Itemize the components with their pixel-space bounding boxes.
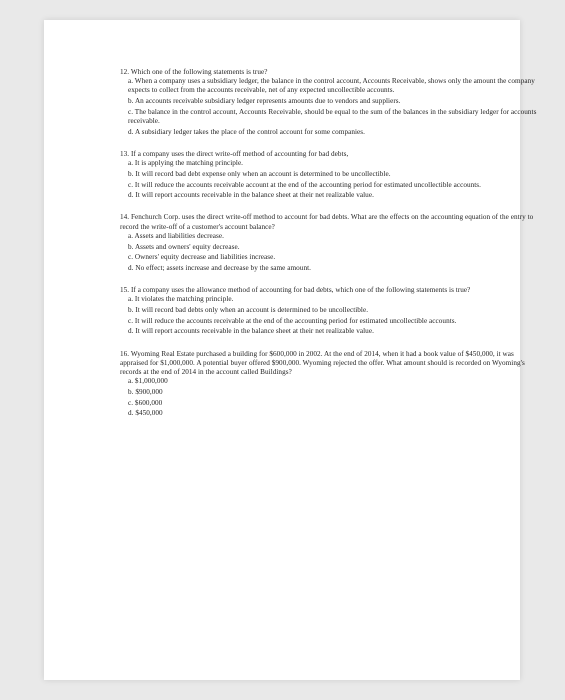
document-page [44, 20, 537, 680]
option-d: d. It will report accounts receivable in the balance sheet at their net realizable value. [128, 327, 374, 336]
answer-options [120, 232, 540, 273]
answer-options [120, 159, 540, 200]
option-a: a. It is applying the matching principle. [128, 159, 244, 168]
option-b: b. It will record bad debts only when an account is determined to be uncollectible. [128, 306, 369, 315]
question-16 [120, 350, 540, 419]
question-stem: 16. Wyoming Real Estate purchased a building for $600,000 in 2002. At the end of 2014, when it had a book value of $450,000, it was appraised for $1,000,000. A potential buyer offered $900,000. Wyoming rejected the offer. What amount should is recorded on Wyoming's records at the end of 2014 in the account called Buildings? [120, 349, 525, 377]
option-c: c. Owners' equity decrease and liabilities increase. [128, 253, 276, 262]
answer-options [120, 77, 540, 137]
option-d: d. $450,000 [128, 409, 163, 418]
option-c: c. It will reduce the accounts receivable account at the end of the accounting period for estimated uncollectible accounts. [128, 180, 481, 189]
question-stem: 12. Which one of the following statements is true? [120, 68, 268, 76]
question-13 [120, 150, 540, 201]
option-d: d. No effect; assets increase and decrease by the same amount. [128, 263, 311, 272]
option-b: b. Assets and owners' equity decrease. [128, 242, 240, 251]
option-b: b. It will record bad debt expense only when an account is determined to be uncollectible. [128, 169, 391, 178]
option-c: c. $600,000 [128, 398, 163, 407]
question-15 [120, 286, 540, 337]
answer-options [120, 377, 540, 418]
option-a: a. $1,000,000 [128, 377, 168, 386]
question-stem: 13. If a company uses the direct write-off method of accounting for bad debts, [120, 149, 349, 158]
question-stem: 15. If a company uses the allowance method of accounting for bad debts, which one of the following statements is true? [120, 286, 471, 295]
question-stem: 14. Fenchurch Corp. uses the direct write-off method to account for bad debts. What are the effects on the accounting equation of the entry to record the write-off of a customer's account balance? [120, 213, 534, 231]
option-a: a. Assets and liabilities decrease. [128, 231, 224, 240]
question-12 [120, 68, 540, 137]
option-c: c. It will reduce the accounts receivable at the end of the accounting period for estimated uncollectible accounts. [128, 316, 457, 325]
option-b: b. An accounts receivable subsidiary ledger represents amounts due to vendors and suppliers. [128, 97, 401, 106]
question-14 [120, 213, 540, 273]
option-a: a. When a company uses a subsidiary ledger, the balance in the control account, Accounts Receivable, shows only the amount the company expects to collect from the accounts receivable, net of any expected uncollectible accounts. [128, 77, 535, 95]
option-a: a. It violates the matching principle. [128, 295, 234, 304]
question-list [120, 68, 540, 432]
option-d: d. A subsidiary ledger takes the place of the control account for some companies. [128, 127, 365, 136]
answer-options [120, 295, 540, 336]
option-c: c. The balance in the control account, Accounts Receivable, should be equal to the sum of the balances in the subsidiary ledger for accounts receivable. [128, 107, 537, 126]
option-b: b. $900,000 [128, 387, 163, 396]
option-d: d. It will report accounts receivable in the balance sheet at their net realizable value. [128, 191, 374, 200]
